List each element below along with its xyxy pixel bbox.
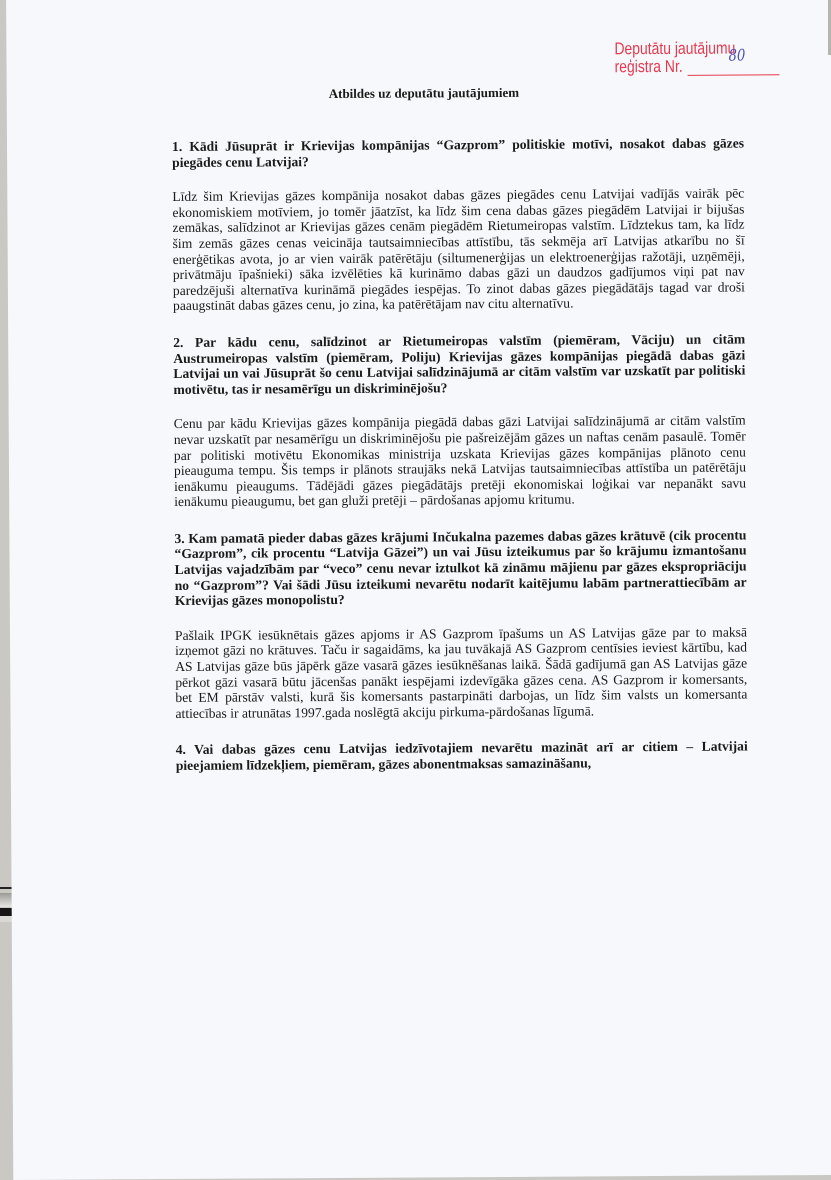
question-2: 2. Par kādu cenu, salīdzinot ar Rietumeiropas valstīm (piemēram, Vāciju) un citām Austrumeiropas valstīm (piemēram, Poliju) Krievijas gāzes kompānijas piegādā dabas gāzi Latvijai un vai Jūsuprāt šo cenu Latvijai salīdzinājumā ar citām valstīm var uzskatīt par politiski motivētu, tas ir nesamērīgu un diskriminējošu? [173, 331, 746, 397]
question-3: 3. Kam pamatā pieder dabas gāzes krājumi Inčukalna pazemes dabas gāzes krātuvē (cik procentu “Gazprom”, cik procentu “Latvija Gāzei”) un vai Jūsu izteikumus par šo krājumu izmantošanu Latvijas vajadzībām par “veco” cenu nevar iztulkot kā zināmu mājienu par gāzes ekspropriāciju no “Gazprom”? Vai šādi Jūsu izteikumi nevarētu nodarīt kaitējumu labām partnerattiecībām ar Krievijas gāzes monopolistu? [174, 527, 747, 609]
answer-2: Cenu par kādu Krievijas gāzes kompānija piegādā dabas gāzi Latvijai salīdzinājumā ar citām valstīm nevar uzskatīt par nesamērīgu un diskriminējošu pie pašreizējām gāzes un naftas cenām pasaulē. Tomēr par politiski motivētu Ekonomikas ministrija uzskata Krievijas gāzes kompānijas plānoto cenu pieauguma tempu. Šis temps ir plānots straujāks nekā Latvijas tautsaimniecības attīstība un patērētāju ienākumu pieaugums. Tādējādi gāzes piegādātājs pretēji ekonomiskai loģikai var nepanākt savu ienākumu pieaugumu, bet gan gluži pretēji – pārdošanas apjomu kritumu. [173, 412, 747, 510]
stamp-underline [688, 45, 780, 76]
handwritten-registry-number: 80 [728, 45, 746, 65]
answer-3: Pašlaik IPGK iesūknētais gāzes apjoms ir AS Gazprom īpašums un AS Latvijas gāze par to maksā izņemot gāzi no krātuves. Taču ir sagaidāms, ka jau tuvākajā AS Gazprom centīsies ieviest kārtību, kad AS Latvijas gāze būs jāpērk gāze vasarā gāzes iesūknēšanas laikā. Šādā gadījumā gan AS Latvijas gāze pērkot gāzi vasarā būtu jācenšas panākt iespējami izdevīgāka gāzes cena. AS Gazprom ir komersants, bet EM pārstāv valsti, kurā šis komersants pastarpināti darbojas, un līdz šim valsts un komersanta attiecības ir atrunātas 1997.gada noslēgtā akciju pirkuma-pārdošanas līgumā. [174, 624, 748, 721]
answer-1: Līdz šim Krievijas gāzes kompānija nosakot dabas gāzes piegādes cenu Latvijai vadījās vairāk pēc ekonomiskiem motīviem, jo tomēr jāatzīst, ka līdz šim cena dabas gāzes piegādēm Latvijai ir bijušas zemākas, salīdzinot ar Krievijas gāzes cenām piegādēm Rietumeiropas valstīm. Līdztekus tam, ka līdz šim zemās gāzes cenas veicināja tautsaimniecības attīstību, tās sekmēja arī Latvijas atkarību no šī enerģētikas avota, jo ar vien vairāk patērētāju (siltumenerģijas un elektroenerģijas ražotāji, uzņēmēji, privātmāju īpašnieki) sāka izvēlēties kā kurināmo dabas gāzi un daudzos gadījumos viņi pat nav paredzējuši alternatīva kurināmā piegādes iespējas. To zinot dabas gāzes piegādātājs tagad var droši paaugstināt dabas gāzes cenu, jo zina, ka patērētājam nav citu alternatīvu. [172, 185, 745, 314]
registry-stamp [614, 39, 779, 76]
stamp-line-1: Deputātu jautājumu [614, 38, 736, 59]
fax-header [36, 0, 776, 2]
question-1: 1. Kādi Jūsuprāt ir Krievijas kompānijas “Gazprom” politiskie motīvi, nosakot dabas gāzes piegādes cenu Latvijai? [171, 135, 745, 170]
scanned-page [6, 0, 831, 1180]
document-body [172, 135, 748, 773]
document-title: Atbildes uz deputātu jautājumiem [328, 84, 520, 102]
stamp-line-2: reģistra Nr. [614, 56, 683, 77]
question-4: 4. Vai dabas gāzes cenu Latvijas iedzīvotajiem nevarētu mazināt arī ar citiem – Latvijai pieejamiem līdzekļiem, piemēram, gāzes abonentmaksas samazināšanu, [175, 738, 748, 773]
